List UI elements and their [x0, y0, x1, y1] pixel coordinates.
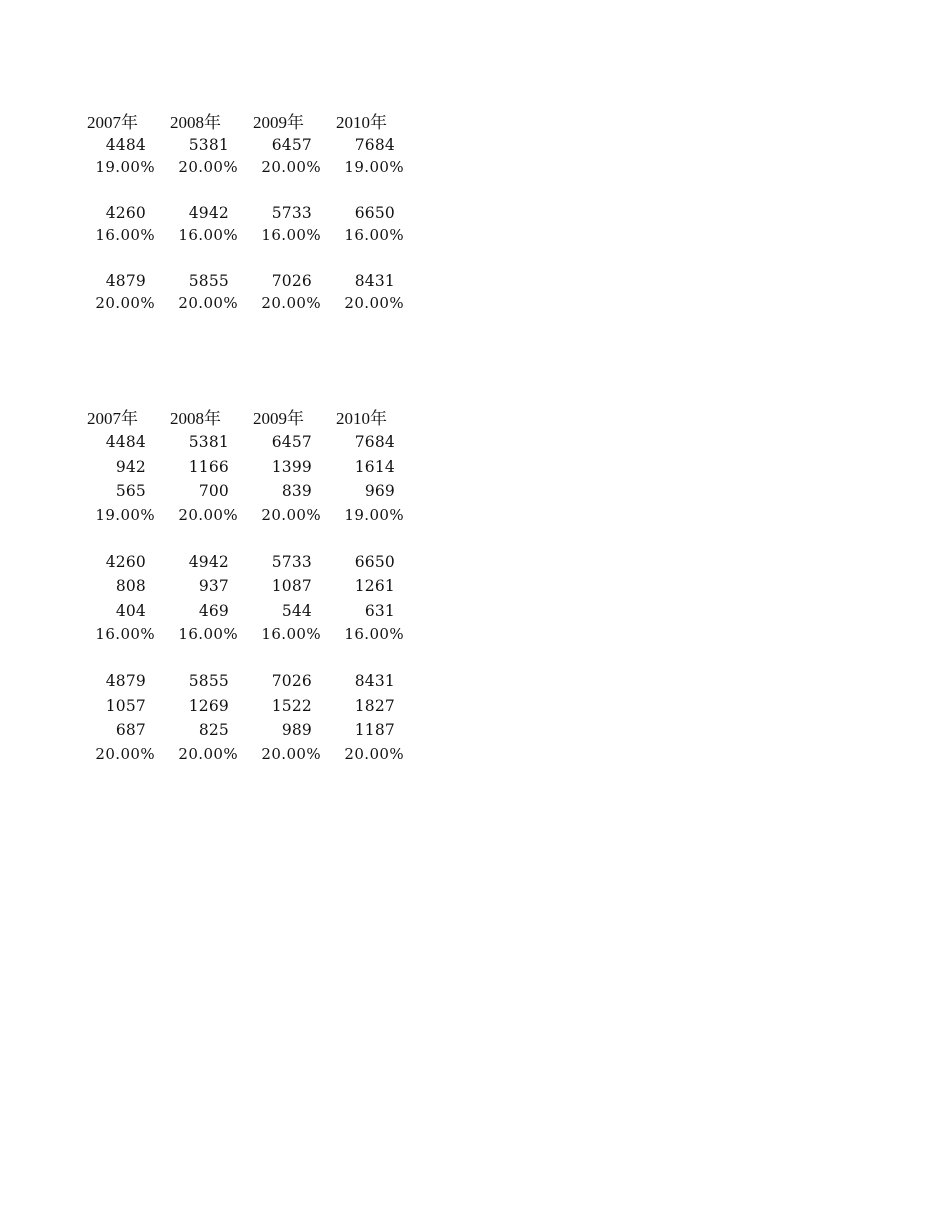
value-cell[interactable]: 631 — [364, 601, 395, 620]
value-cell[interactable]: 5733 — [271, 204, 312, 222]
value-cell[interactable]: 4484 — [105, 136, 146, 154]
value-cell[interactable]: 5381 — [188, 136, 229, 154]
percentage-cell[interactable]: 19.00% — [344, 158, 404, 176]
percentage-cell[interactable]: 16.00% — [344, 625, 404, 643]
percentage-cell[interactable]: 20.00% — [261, 744, 321, 763]
percentage-cell[interactable]: 20.00% — [344, 294, 404, 312]
percentage-cell[interactable]: 16.00% — [261, 226, 321, 244]
value-cell[interactable]: 5381 — [188, 433, 229, 451]
percentage-cell[interactable]: 20.00% — [261, 294, 321, 312]
value-cell[interactable]: 565 — [115, 482, 146, 500]
value-cell[interactable]: 5855 — [188, 672, 229, 690]
percentage-cell[interactable]: 20.00% — [178, 294, 238, 312]
value-cell[interactable]: 808 — [115, 577, 146, 595]
value-cell[interactable]: 6650 — [354, 204, 395, 222]
year-header-cell[interactable]: 2008年 — [170, 408, 221, 428]
value-cell[interactable]: 8431 — [354, 272, 395, 290]
percentage-cell[interactable]: 20.00% — [178, 505, 238, 524]
percentage-cell[interactable]: 20.00% — [261, 505, 321, 524]
percentage-row — [80, 743, 420, 765]
year-header-row — [80, 404, 420, 428]
yearly-table-detail — [80, 404, 420, 765]
year-header-cell[interactable]: 2007年 — [87, 112, 138, 132]
percentage-cell[interactable]: 16.00% — [95, 226, 155, 244]
value-row — [80, 718, 420, 743]
value-cell[interactable]: 7026 — [271, 672, 312, 690]
percentage-cell[interactable]: 16.00% — [95, 625, 155, 643]
value-row — [80, 574, 420, 599]
data-group — [80, 134, 420, 178]
value-cell[interactable]: 5855 — [188, 272, 229, 290]
value-cell[interactable]: 1522 — [271, 696, 312, 715]
value-row — [80, 694, 420, 719]
value-cell[interactable]: 6457 — [271, 433, 312, 451]
value-cell[interactable]: 937 — [198, 577, 229, 595]
value-cell[interactable]: 4942 — [188, 552, 229, 571]
value-cell[interactable]: 1187 — [354, 721, 395, 739]
value-row — [80, 479, 420, 504]
percentage-cell[interactable]: 19.00% — [95, 158, 155, 176]
percentage-cell[interactable]: 20.00% — [344, 744, 404, 763]
value-cell[interactable]: 469 — [198, 601, 229, 620]
value-cell[interactable]: 7026 — [271, 272, 312, 290]
value-cell[interactable]: 4879 — [105, 272, 146, 290]
value-cell[interactable]: 8431 — [354, 672, 395, 690]
percentage-cell[interactable]: 19.00% — [95, 505, 155, 524]
percentage-cell[interactable]: 20.00% — [178, 744, 238, 763]
value-cell[interactable]: 544 — [281, 601, 312, 620]
value-cell[interactable]: 969 — [364, 482, 395, 500]
value-cell[interactable]: 1827 — [354, 696, 395, 715]
data-group — [80, 270, 420, 314]
value-cell[interactable]: 6650 — [354, 552, 395, 571]
value-cell[interactable]: 1614 — [354, 457, 395, 476]
value-row — [80, 134, 420, 156]
data-group — [80, 550, 420, 646]
value-cell[interactable]: 404 — [115, 601, 146, 620]
value-cell[interactable]: 1166 — [188, 457, 229, 476]
year-header-cell[interactable]: 2009年 — [253, 112, 304, 132]
percentage-row — [80, 156, 420, 178]
percentage-cell[interactable]: 20.00% — [95, 294, 155, 312]
value-cell[interactable]: 7684 — [354, 433, 395, 451]
value-cell[interactable]: 1057 — [105, 696, 146, 715]
value-cell[interactable]: 4484 — [105, 433, 146, 451]
year-header-cell[interactable]: 2008年 — [170, 112, 221, 132]
value-cell[interactable]: 687 — [115, 721, 146, 739]
value-row — [80, 550, 420, 575]
percentage-row — [80, 224, 420, 246]
percentage-cell[interactable]: 20.00% — [261, 158, 321, 176]
percentage-cell[interactable]: 19.00% — [344, 505, 404, 524]
percentage-row — [80, 623, 420, 645]
value-cell[interactable]: 1087 — [271, 577, 312, 595]
percentage-cell[interactable]: 16.00% — [344, 226, 404, 244]
value-cell[interactable]: 839 — [281, 482, 312, 500]
percentage-cell[interactable]: 16.00% — [261, 625, 321, 643]
value-cell[interactable]: 942 — [115, 457, 146, 476]
value-cell[interactable]: 700 — [198, 482, 229, 500]
value-row — [80, 270, 420, 292]
value-row — [80, 599, 420, 624]
value-cell[interactable]: 1269 — [188, 696, 229, 715]
value-cell[interactable]: 4260 — [105, 552, 146, 571]
value-cell[interactable]: 1261 — [354, 577, 395, 595]
value-cell[interactable]: 1399 — [271, 457, 312, 476]
value-cell[interactable]: 825 — [198, 721, 229, 739]
year-header-cell[interactable]: 2007年 — [87, 408, 138, 428]
percentage-cell[interactable]: 16.00% — [178, 625, 238, 643]
year-header-cell[interactable]: 2010年 — [336, 408, 387, 428]
value-cell[interactable]: 4942 — [188, 204, 229, 222]
data-group — [80, 430, 420, 526]
percentage-row — [80, 292, 420, 314]
value-row — [80, 455, 420, 480]
value-cell[interactable]: 5733 — [271, 552, 312, 571]
yearly-table-summary — [80, 108, 420, 314]
value-cell[interactable]: 7684 — [354, 136, 395, 154]
value-row — [80, 430, 420, 455]
year-header-cell[interactable]: 2010年 — [336, 112, 387, 132]
value-row — [80, 202, 420, 224]
percentage-row — [80, 504, 420, 526]
year-header-row — [80, 108, 420, 132]
value-cell[interactable]: 4260 — [105, 204, 146, 222]
year-header-cell[interactable]: 2009年 — [253, 408, 304, 428]
value-cell[interactable]: 6457 — [271, 136, 312, 154]
data-group — [80, 202, 420, 246]
data-group — [80, 669, 420, 765]
percentage-cell[interactable]: 20.00% — [178, 158, 238, 176]
value-row — [80, 669, 420, 694]
percentage-cell[interactable]: 16.00% — [178, 226, 238, 244]
value-cell[interactable]: 4879 — [105, 672, 146, 690]
value-cell[interactable]: 989 — [281, 721, 312, 739]
percentage-cell[interactable]: 20.00% — [95, 744, 155, 763]
